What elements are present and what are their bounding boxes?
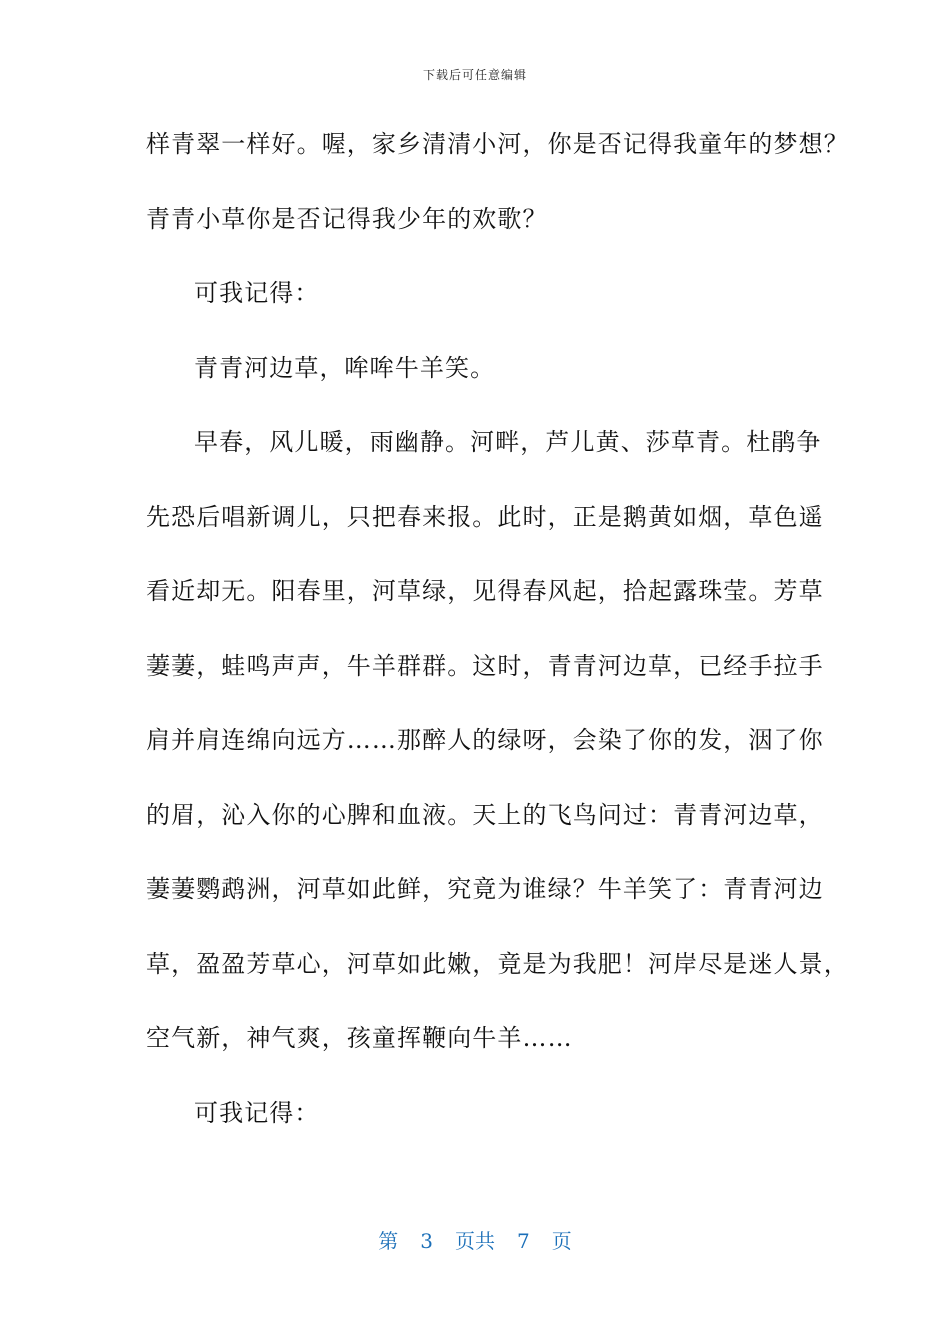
paragraph-line: 可我记得：: [194, 279, 320, 307]
total-pages-number: 7: [517, 1229, 530, 1253]
page-label-prefix: 第: [378, 1229, 399, 1253]
paragraph-line: 看近却无。阳春里，河草绿，见得春风起，拾起露珠莹。芳草: [146, 577, 824, 605]
current-page-number: 3: [420, 1229, 433, 1253]
page-header: 下载后可任意编辑: [422, 68, 527, 82]
paragraph-line: 萋萋鹦鹉洲，河草如此鲜，究竟为谁绿？牛羊笑了：青青河边: [146, 875, 824, 903]
paragraph-line: 的眉，沁入你的心脾和血液。天上的飞鸟问过：青青河边草，: [146, 800, 824, 829]
paragraph-line: 早春，风儿暖，雨幽静。河畔，芦儿黄、莎草青。杜鹃争: [194, 428, 822, 456]
page-label-suffix: 页: [551, 1229, 572, 1253]
paragraph-line: 空气新，神气爽，孩童挥鞭向牛羊……: [146, 1024, 573, 1052]
paragraph-line: 青青小草你是否记得我少年的欢歌？: [146, 204, 548, 233]
paragraph-line: 青青河边草，哞哞牛羊笑。: [194, 353, 496, 382]
document-body: [146, 124, 849, 1167]
paragraph-line: 肩并肩连绵向远方……那醉人的绿呀，会染了你的发，洇了你: [146, 726, 824, 754]
paragraph-line: 草，盈盈芳草心，河草如此嫩，竟是为我肥！河岸尽是迷人景，: [146, 949, 849, 978]
paragraph-line: 可我记得：: [194, 1098, 320, 1127]
paragraph-line: 萋萋，蛙鸣声声，牛羊群群。这时，青青河边草，已经手拉手: [146, 651, 824, 680]
paragraph-line: 先恐后唱新调儿，只把春来报。此时，正是鹅黄如烟，草色遥: [146, 502, 824, 531]
paragraph-line: 样青翠一样好。喔，家乡清清小河，你是否记得我童年的梦想？: [146, 130, 849, 158]
page-footer: [0, 1225, 950, 1254]
page-label-mid: 页共: [455, 1229, 495, 1253]
